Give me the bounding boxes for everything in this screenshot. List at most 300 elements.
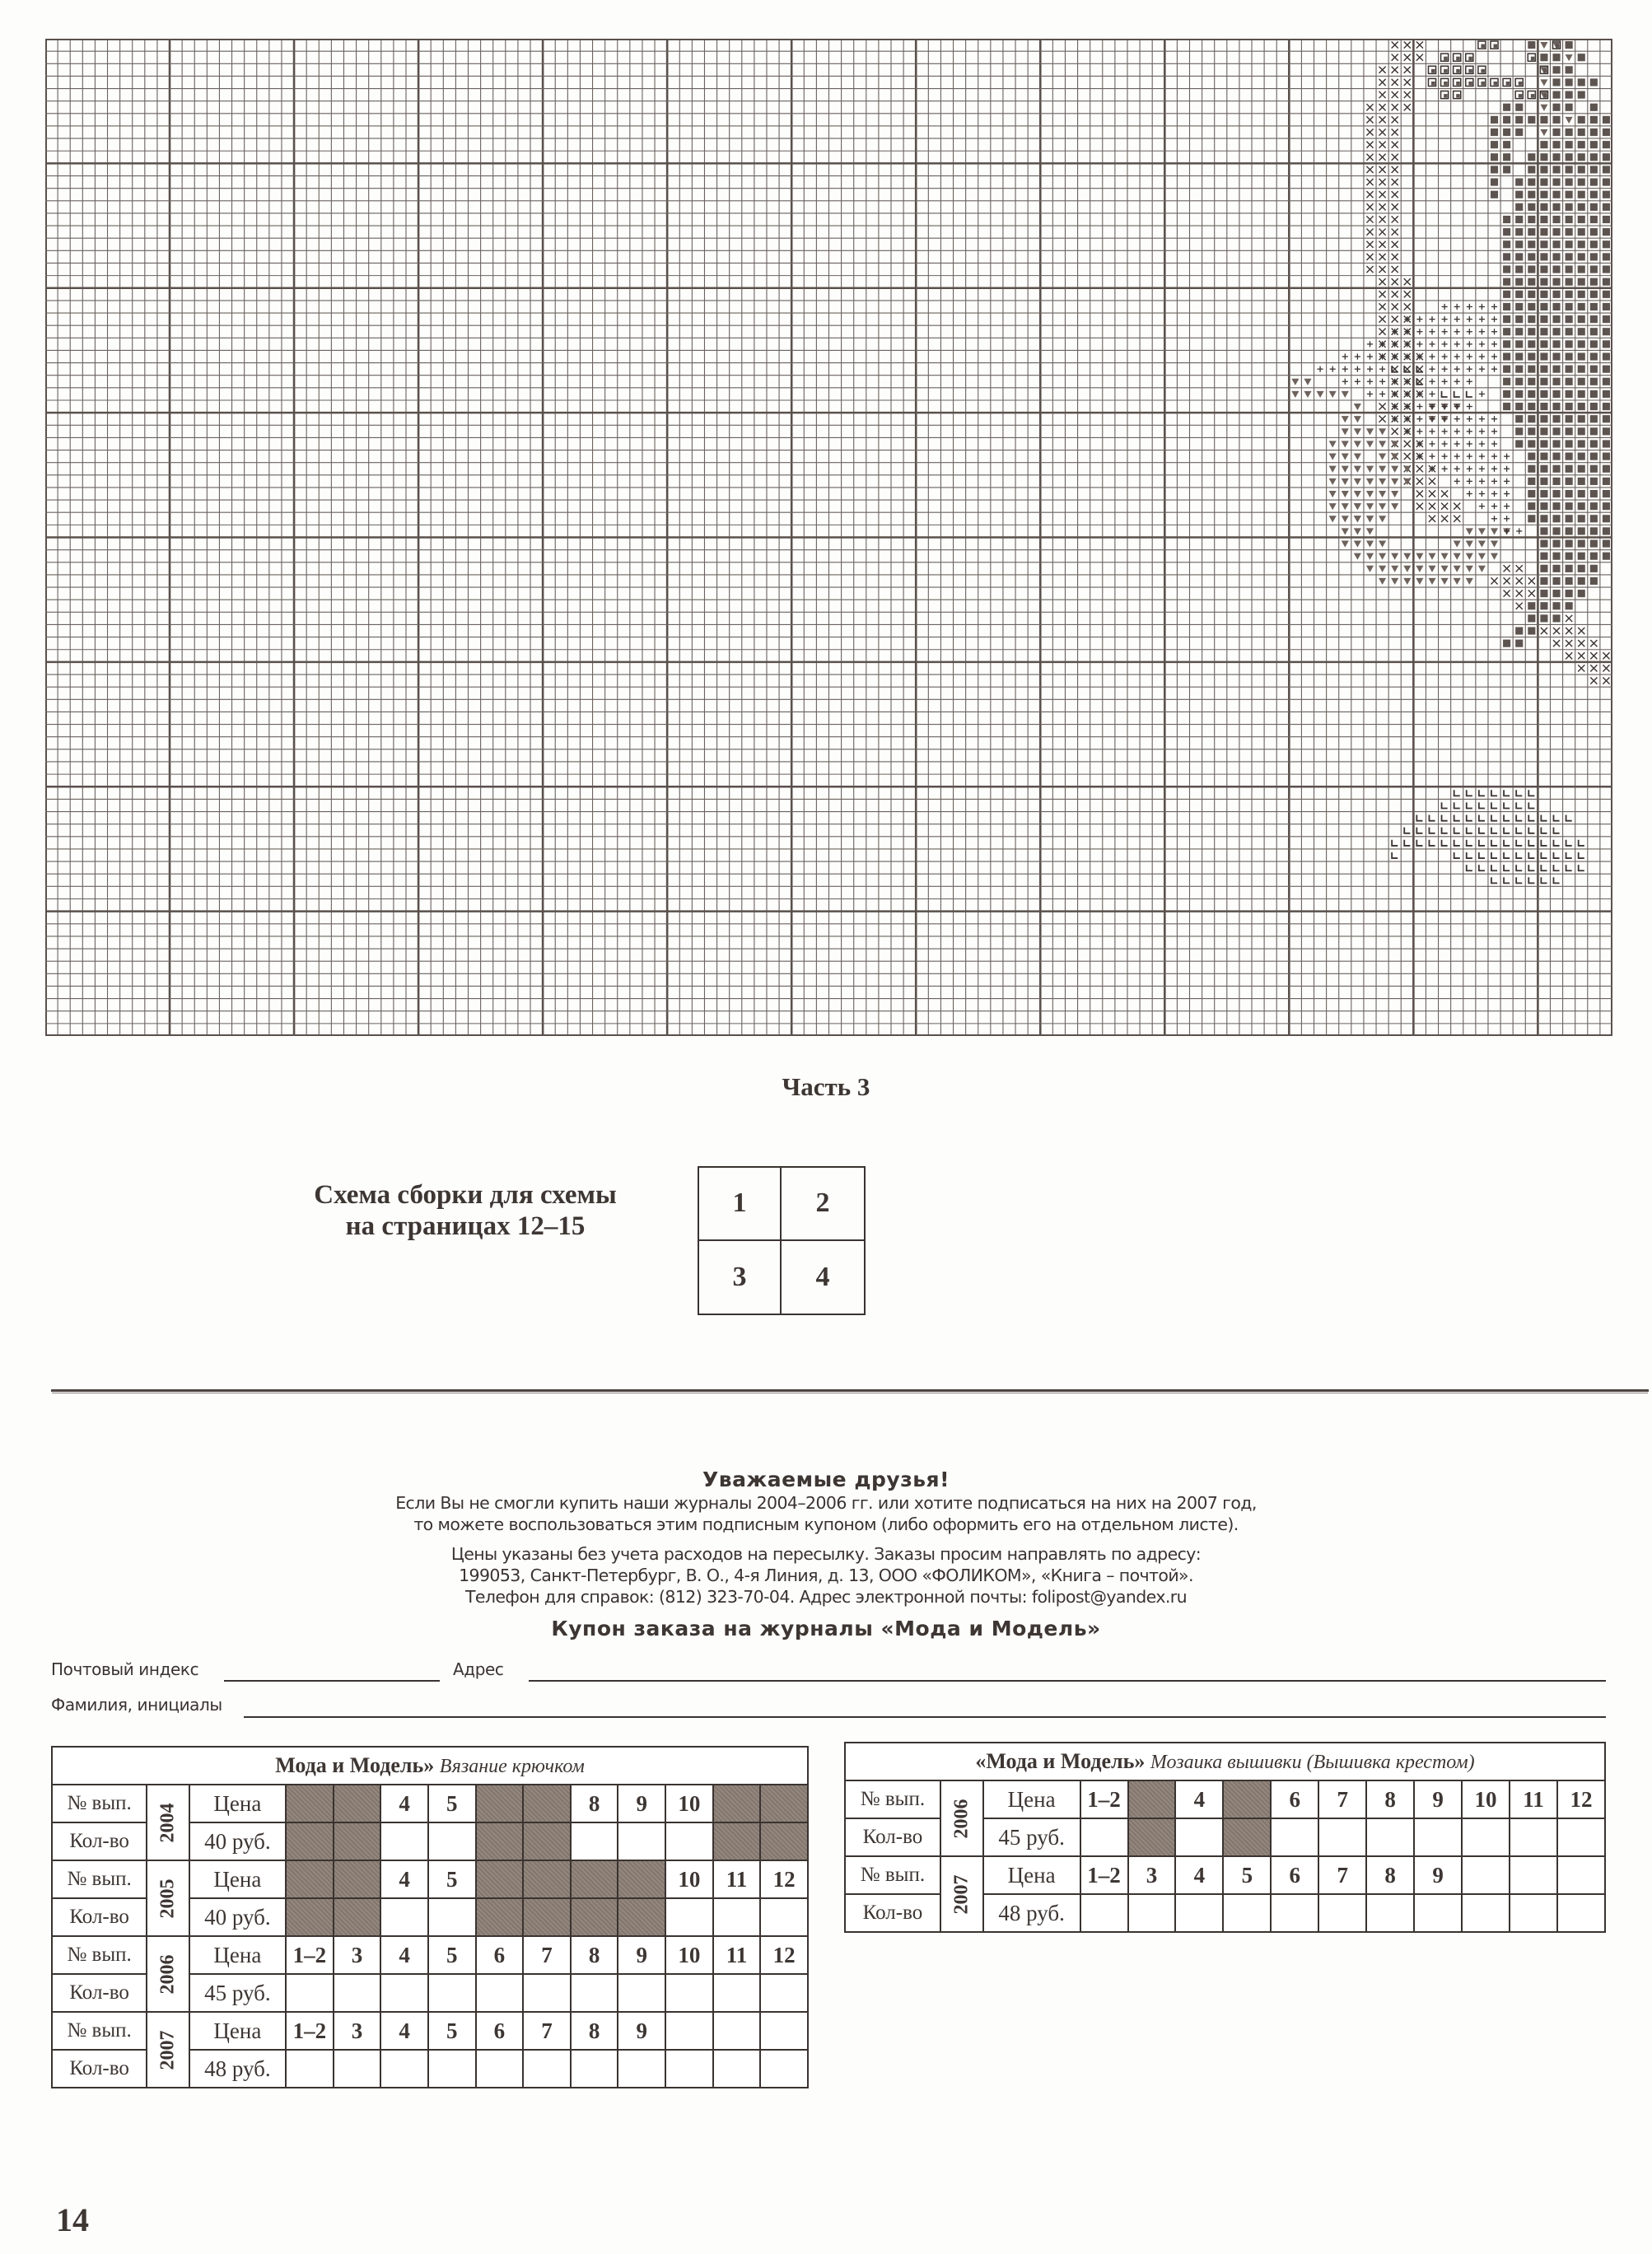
square-stitch-mark (1540, 478, 1547, 485)
square-stitch-mark (1540, 203, 1547, 211)
square-stitch-mark (1578, 216, 1585, 223)
square-stitch-mark (1578, 527, 1585, 534)
quantity-input-cell[interactable] (286, 1974, 334, 2012)
triangle-stitch-mark (1342, 466, 1349, 473)
square-stitch-mark (1578, 303, 1585, 310)
corner-stitch-mark (1579, 865, 1584, 870)
corner-stitch-mark (1491, 852, 1497, 858)
corner-stitch-mark (1442, 815, 1448, 821)
quantity-input-cell[interactable] (1271, 1894, 1318, 1932)
quantity-input-cell[interactable] (1462, 1818, 1510, 1856)
quantity-input-cell[interactable] (1366, 1894, 1414, 1932)
price-label: Цена (189, 1936, 286, 1974)
triangle-stitch-mark (1379, 466, 1386, 473)
square-stitch-mark (1566, 366, 1573, 373)
cross-stitch-mark (1416, 54, 1423, 61)
coupon-title-text: Купон заказа на журналы «Мода и Модель» (551, 1617, 1101, 1640)
corner-stitch-mark (1541, 852, 1547, 858)
quantity-input-cell[interactable] (523, 2050, 571, 2088)
corner-stitch-mark (1516, 877, 1522, 883)
cross-stitch-mark (1603, 678, 1609, 684)
square-stitch-mark (1603, 179, 1610, 186)
quantity-input-cell (1510, 1894, 1557, 1932)
square-stitch-mark (1528, 440, 1535, 447)
square-stitch-mark (1552, 253, 1560, 260)
unavailable-quantity-cell (760, 1822, 808, 1860)
square-stitch-mark (1540, 427, 1547, 435)
quantity-input-cell[interactable] (334, 2050, 381, 2088)
square-stitch-mark (1540, 179, 1547, 186)
square-stitch-mark (1540, 291, 1547, 298)
quantity-input-cell[interactable] (286, 2050, 334, 2088)
quantity-input-cell[interactable] (334, 1974, 381, 2012)
table-title-subtitle: Вязание крючком (439, 1756, 585, 1777)
cross-stitch-mark (1366, 216, 1373, 222)
square-stitch-mark (1578, 427, 1585, 435)
quantity-input-cell[interactable] (571, 1822, 618, 1860)
plus-stitch-mark (1416, 428, 1422, 434)
cross-stitch-mark (1404, 291, 1411, 297)
plus-stitch-mark (1467, 341, 1472, 347)
quantity-input-cell[interactable] (618, 1822, 665, 1860)
square-stitch-mark (1552, 515, 1560, 522)
square-stitch-mark (1540, 240, 1547, 248)
square-stitch-mark (1528, 614, 1535, 622)
triangle-stitch-mark (1391, 553, 1398, 560)
square-stitch-mark (1566, 291, 1573, 298)
unavailable-issue-cell (286, 1785, 334, 1822)
plus-stitch-mark (1491, 416, 1497, 422)
cross-stitch-mark (1603, 665, 1609, 671)
cross-stitch-mark (1392, 216, 1398, 222)
square-stitch-mark (1603, 228, 1610, 236)
square-stitch-mark (1528, 253, 1535, 260)
square-stitch-mark (1528, 453, 1535, 460)
square-stitch-mark (1540, 614, 1547, 622)
square-stitch-mark (1566, 240, 1573, 248)
square-stitch-mark (1552, 166, 1560, 173)
quantity-input-cell[interactable] (618, 2050, 665, 2088)
square-stitch-mark (1503, 278, 1510, 286)
corner-stitch-mark (1467, 865, 1472, 870)
table-title (845, 1743, 1605, 1780)
corner-stitch-mark (1504, 852, 1510, 858)
issue-number-cell: 5 (1223, 1856, 1271, 1894)
corner-stitch-mark (1479, 852, 1485, 858)
cross-stitch-mark (1379, 203, 1386, 210)
square-stitch-mark (1566, 502, 1573, 510)
square-stitch-mark (1552, 440, 1560, 447)
quantity-input-cell[interactable] (1175, 1818, 1223, 1856)
quantity-input-cell[interactable] (760, 1898, 808, 1936)
square-stitch-mark (1590, 216, 1598, 223)
quantity-label: Кол-во (845, 1894, 940, 1932)
square-stitch-mark (1540, 278, 1547, 286)
plus-stitch-mark (1442, 454, 1448, 460)
square-stitch-mark (1528, 478, 1535, 485)
address-label: Адрес (453, 1659, 504, 1679)
square-stitch-mark (1503, 303, 1510, 310)
triangle-stitch-mark (1379, 491, 1386, 497)
triangle-stitch-mark (1354, 516, 1361, 522)
corner-stitch-mark (1491, 877, 1497, 883)
quantity-input-cell[interactable] (1271, 1818, 1318, 1856)
issue-number-cell: 3 (334, 1936, 381, 1974)
square-stitch-mark (1552, 602, 1560, 609)
square-stitch-mark (1578, 265, 1585, 273)
triangle-stitch-mark (1441, 553, 1449, 560)
square-stitch-mark (1566, 390, 1573, 398)
corner-stitch-mark (1504, 828, 1510, 833)
quantity-input-cell[interactable] (571, 2050, 618, 2088)
square-stitch-mark (1491, 166, 1498, 173)
plus-stitch-mark (1467, 366, 1472, 372)
square-stitch-mark (1590, 228, 1598, 236)
triangle-stitch-mark (1354, 478, 1361, 485)
quantity-input-cell[interactable] (665, 1974, 713, 2012)
corner-stitch-mark (1429, 815, 1435, 821)
price-value: 45 руб. (983, 1818, 1080, 1856)
cross-stitch-mark (1379, 291, 1386, 297)
quantity-input-cell[interactable] (476, 2050, 524, 2088)
corner-stitch-mark (1467, 391, 1472, 397)
plus-stitch-mark (1491, 491, 1497, 497)
square-stitch-mark (1503, 378, 1510, 385)
issue-number-cell: 9 (618, 1785, 665, 1822)
year-cell (147, 1860, 189, 1936)
cross-stitch-mark (1366, 116, 1373, 123)
quantity-input-cell[interactable] (380, 2050, 428, 2088)
quantity-input-cell[interactable] (428, 1822, 476, 1860)
quantity-input-cell[interactable] (1080, 1818, 1128, 1856)
corner-stitch-mark (1516, 802, 1522, 808)
quarter-square-stitch-mark (1491, 78, 1498, 86)
quarter-square-stitch-mark (1528, 54, 1535, 61)
quarter-square-stitch-mark (1528, 91, 1535, 99)
square-stitch-mark (1566, 465, 1573, 473)
square-stitch-mark (1578, 515, 1585, 522)
plus-stitch-mark (1491, 428, 1497, 434)
quantity-input-cell[interactable] (1223, 1894, 1271, 1932)
square-stitch-mark (1603, 366, 1610, 373)
plus-stitch-mark (1454, 366, 1460, 372)
triangle-stitch-mark (1491, 553, 1498, 560)
square-stitch-mark (1515, 640, 1523, 647)
triangle-stitch-mark (1391, 578, 1398, 585)
unavailable-issue-cell (1223, 1780, 1271, 1818)
triangle-stitch-mark (1342, 454, 1349, 460)
square-stitch-mark (1578, 390, 1585, 398)
square-stitch-mark (1578, 166, 1585, 173)
plus-stitch-mark (1491, 316, 1497, 322)
triangle-stitch-mark (1329, 491, 1337, 497)
square-stitch-mark (1552, 378, 1560, 385)
square-stitch-mark (1503, 240, 1510, 248)
quantity-input-cell[interactable] (1175, 1894, 1223, 1932)
square-stitch-mark (1528, 515, 1535, 522)
square-stitch-mark (1603, 415, 1610, 422)
triangle-stitch-mark (1354, 503, 1361, 510)
quantity-input-cell[interactable] (428, 1898, 476, 1936)
plus-stitch-mark (1429, 441, 1435, 446)
corner-stitch-mark (1454, 828, 1460, 833)
quantity-input-cell[interactable] (760, 1974, 808, 2012)
name-label: Фамилия, инициалы (51, 1695, 222, 1715)
square-stitch-mark (1515, 265, 1523, 273)
table-row-issues (52, 2012, 808, 2050)
corner-stitch-mark (1454, 790, 1460, 796)
square-stitch-mark (1578, 116, 1585, 124)
cross-stitch-mark (1590, 678, 1597, 684)
cross-stitch-mark (1553, 628, 1560, 634)
quantity-input-cell[interactable] (571, 1974, 618, 2012)
quantity-input-cell[interactable] (1510, 1818, 1557, 1856)
square-stitch-mark (1566, 203, 1573, 211)
square-stitch-mark (1578, 179, 1585, 186)
cross-stitch-mark (1379, 128, 1386, 135)
quantity-input-cell[interactable] (1366, 1818, 1414, 1856)
plus-stitch-mark (1355, 366, 1360, 372)
issue-number-cell: 9 (1414, 1780, 1462, 1818)
quantity-input-cell[interactable] (380, 1898, 428, 1936)
square-stitch-mark (1552, 453, 1560, 460)
square-stitch-mark (1578, 565, 1585, 572)
corner-stitch-mark (1491, 790, 1497, 796)
issue-label: № вып. (52, 2012, 147, 2050)
cross-stitch-mark (1379, 254, 1386, 260)
plus-stitch-mark (1454, 304, 1460, 310)
square-stitch-mark (1566, 478, 1573, 485)
triangle-stitch-mark (1329, 466, 1337, 473)
triangle-stitch-mark (1354, 404, 1361, 410)
corner-stitch-mark (1467, 852, 1472, 858)
issue-number-cell: 12 (1557, 1780, 1605, 1818)
corner-stitch-mark (1528, 802, 1534, 808)
assembly-caption-line1: Схема сборки для схемы (314, 1180, 617, 1210)
quarter-square-stitch-mark (1441, 54, 1449, 61)
cross-stitch-mark (1566, 615, 1572, 622)
square-stitch-mark (1566, 216, 1573, 223)
square-stitch-mark (1515, 240, 1523, 248)
square-stitch-mark (1566, 315, 1573, 323)
square-stitch-mark (1540, 352, 1547, 360)
corner-stitch-mark (1429, 828, 1435, 833)
plus-stitch-mark (1491, 353, 1497, 359)
plus-stitch-mark (1479, 454, 1485, 460)
cross-stitch-mark (1392, 278, 1398, 285)
corner-stitch-mark (1442, 828, 1448, 833)
plus-stitch-mark (1467, 416, 1472, 422)
quantity-input-cell[interactable] (1414, 1894, 1462, 1932)
quantity-input-cell[interactable] (1318, 1818, 1366, 1856)
corner-stitch-mark (1528, 865, 1534, 870)
square-stitch-mark (1552, 590, 1560, 597)
quantity-input-cell[interactable] (523, 1974, 571, 2012)
plus-stitch-mark (1355, 353, 1360, 359)
triangle-stitch-mark (1379, 553, 1386, 560)
notice-line: 199053, Санкт-Петербург, В. О., 4-я Линия, д. 13, ООО «ФОЛИКОМ», «Книга – почтой». (459, 1566, 1193, 1585)
unavailable-quantity-cell (476, 1822, 524, 1860)
square-stitch-mark (1578, 253, 1585, 260)
quantity-input-cell[interactable] (1128, 1894, 1176, 1932)
square-stitch-mark (1603, 240, 1610, 248)
cross-stitch-mark (1379, 329, 1386, 335)
square-stitch-mark (1578, 191, 1585, 198)
square-stitch-mark (1603, 515, 1610, 522)
square-stitch-mark (1566, 453, 1573, 460)
plus-stitch-mark (1429, 454, 1435, 460)
cross-stitch-mark (1366, 241, 1373, 248)
square-stitch-mark (1540, 253, 1547, 260)
plus-stitch-mark (1379, 366, 1385, 372)
quantity-input-cell[interactable] (1557, 1818, 1605, 1856)
postal-code-field[interactable] (224, 1680, 440, 1682)
cross-stitch-mark (1366, 179, 1373, 185)
plus-stitch-mark (1355, 379, 1360, 385)
quantity-input-cell[interactable] (1080, 1894, 1128, 1932)
corner-stitch-mark (1479, 790, 1485, 796)
corner-stitch-mark (1528, 790, 1534, 796)
corner-stitch-mark (1467, 802, 1472, 808)
plus-stitch-mark (1467, 329, 1472, 334)
corner-stitch-mark (1504, 815, 1510, 821)
square-stitch-mark (1566, 128, 1573, 136)
square-stitch-mark (1566, 540, 1573, 548)
triangle-stitch-mark (1391, 566, 1398, 572)
triangle-stitch-mark (1379, 503, 1386, 510)
issue-number-cell: 9 (618, 1936, 665, 1974)
issue-number-cell (1557, 1856, 1605, 1894)
square-stitch-mark (1515, 378, 1523, 385)
square-stitch-mark (1528, 179, 1535, 186)
cross-stitch-mark (1392, 104, 1398, 110)
corner-stitch-mark (1504, 877, 1510, 883)
square-stitch-mark (1503, 340, 1510, 348)
quantity-input-cell[interactable] (665, 1822, 713, 1860)
quantity-input-cell[interactable] (1414, 1818, 1462, 1856)
triangle-stitch-mark (1478, 541, 1486, 548)
unavailable-issue-cell (476, 1860, 524, 1898)
quarter-square-stitch-mark (1466, 78, 1473, 86)
square-stitch-mark (1503, 253, 1510, 260)
quantity-input-cell[interactable] (1318, 1894, 1366, 1932)
quantity-input-cell[interactable] (380, 1822, 428, 1860)
plus-stitch-mark (1479, 316, 1485, 322)
corner-stitch-mark (1404, 840, 1410, 846)
unavailable-issue-cell (713, 1785, 761, 1822)
square-stitch-mark (1590, 502, 1598, 510)
quantity-input-cell[interactable] (665, 1898, 713, 1936)
triangle-stitch-mark (1379, 578, 1386, 585)
square-stitch-mark (1590, 540, 1598, 548)
year-cell (147, 2012, 189, 2088)
corner-stitch-mark (1392, 840, 1398, 846)
square-stitch-mark (1590, 328, 1598, 335)
cross-stitch-mark (1404, 91, 1411, 98)
cross-stitch-mark (1603, 652, 1609, 659)
corner-stitch-mark (1528, 877, 1534, 883)
square-stitch-mark (1603, 527, 1610, 534)
triangle-stitch-mark (1354, 466, 1361, 473)
square-stitch-mark (1590, 515, 1598, 522)
triangle-stitch-mark (1342, 428, 1349, 435)
year-label: 2006 (950, 1799, 973, 1838)
quantity-input-cell[interactable] (380, 1974, 428, 2012)
square-stitch-mark (1578, 328, 1585, 335)
cross-stitch-mark (1366, 142, 1373, 148)
quantity-input-cell[interactable] (618, 1974, 665, 2012)
quantity-input-cell[interactable] (713, 1974, 761, 2012)
square-stitch-mark (1528, 602, 1535, 609)
unavailable-issue-cell (523, 1860, 571, 1898)
plus-stitch-mark (1491, 366, 1497, 372)
triangle-stitch-mark (1329, 391, 1337, 398)
issue-number-cell: 8 (1366, 1856, 1414, 1894)
triangle-stitch-mark (1366, 491, 1374, 497)
cross-stitch-mark (1429, 490, 1435, 497)
square-stitch-mark (1515, 278, 1523, 286)
cross-stitch-mark (1578, 665, 1584, 671)
cross-stitch-mark (1516, 565, 1523, 572)
triangle-stitch-mark (1391, 491, 1398, 497)
square-stitch-mark (1590, 352, 1598, 360)
triangle-stitch-mark (1428, 566, 1435, 572)
price-label: Цена (189, 1860, 286, 1898)
square-stitch-mark (1590, 78, 1598, 86)
square-stitch-mark (1603, 153, 1610, 161)
square-stitch-mark (1566, 565, 1573, 572)
square-stitch-mark (1578, 378, 1585, 385)
plus-stitch-mark (1454, 379, 1460, 385)
quantity-input-cell[interactable] (428, 1974, 476, 2012)
square-stitch-mark (1528, 415, 1535, 422)
address-field[interactable] (529, 1680, 1606, 1682)
corner-stitch-mark (1541, 865, 1547, 870)
unavailable-issue-cell (476, 1785, 524, 1822)
unavailable-issue-cell (523, 1785, 571, 1822)
name-field[interactable] (244, 1716, 1606, 1718)
corner-stitch-mark (1479, 840, 1485, 846)
quantity-label: Кол-во (52, 1822, 147, 1860)
square-stitch-mark (1528, 490, 1535, 497)
quantity-input-cell[interactable] (428, 2050, 476, 2088)
plus-stitch-mark (1467, 379, 1472, 385)
cross-stitch-mark (1392, 142, 1398, 148)
issue-number-cell: 3 (334, 2012, 381, 2050)
quantity-input-cell[interactable] (713, 1898, 761, 1936)
quarter-square-stitch-mark (1466, 54, 1473, 61)
square-stitch-mark (1528, 303, 1535, 310)
square-stitch-mark (1603, 253, 1610, 260)
cross-stitch-mark (1590, 652, 1597, 659)
square-stitch-mark (1590, 390, 1598, 398)
cross-stitch-mark (1429, 478, 1435, 484)
triangle-stitch-mark (1329, 478, 1337, 485)
cross-stitch-mark (1392, 91, 1398, 98)
triangle-stitch-mark (1566, 54, 1573, 61)
square-stitch-mark (1566, 440, 1573, 447)
cross-stitch-mark (1392, 203, 1398, 210)
plus-stitch-mark (1367, 379, 1373, 385)
issue-number-cell: 7 (1318, 1780, 1366, 1818)
issue-number-cell: 10 (1462, 1780, 1510, 1818)
quarter-square-stitch-mark (1428, 66, 1435, 73)
square-stitch-mark (1515, 440, 1523, 447)
triangle-stitch-mark (1342, 491, 1349, 497)
quantity-input-cell[interactable] (476, 1974, 524, 2012)
square-stitch-mark (1590, 153, 1598, 161)
triangle-stitch-mark (1391, 466, 1398, 473)
